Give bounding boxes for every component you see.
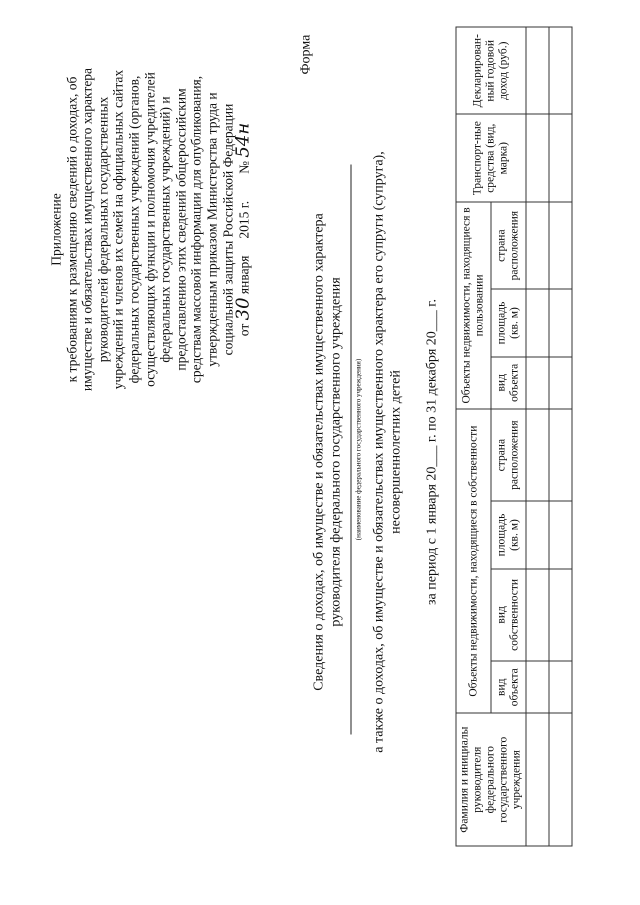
table-cell [526,501,549,568]
rotated-form [1,0,640,905]
header-owned-country: страна расположения [491,409,526,501]
date-prefix: от [236,323,252,337]
table-cell [526,713,549,846]
appendix-line: средствам массовой информации для опубликования, [188,75,204,384]
appendix-line: социальной защиты Российской Федерации [220,103,236,356]
date-month: января [236,255,252,295]
org-caption: (наименование федерального государственного учреждения) [354,358,363,541]
header-name: Фамилия и инициалы руководителя федерального государственного учреждения [456,713,526,846]
table-cell [526,409,549,501]
subtitle-line-2: несовершеннолетних детей [388,370,404,534]
header-income: Декларирован-ный годовой доход (руб.) [456,27,526,114]
header-owned-group: Объекты недвижимости, находящиеся в собственности [456,409,491,713]
document-title [311,0,345,905]
appendix-line: осуществляющих функции и полномочия учредителей [142,72,158,387]
title-line-2: руководителя федерального государственного учреждения [328,277,344,627]
header-used-type: вид объекта [491,357,526,409]
header-used-area: площадь (кв. м) [491,289,526,356]
org-underline [351,165,352,735]
table-cell [526,661,549,713]
table-row [549,27,572,846]
appendix-block [49,25,253,435]
appendix-line: к требованиям к размещению сведений о доходах, об [64,76,80,383]
table-cell [549,661,572,713]
header-used-group: Объекты недвижимости, находящиеся в пользовании [456,202,491,409]
header-owned-ownership: вид собственности [491,569,526,661]
appendix-line: имуществе и обязательствах имущественного характера [79,67,95,392]
appendix-line: Приложение [48,193,64,266]
header-owned-area: площадь (кв. м) [491,501,526,568]
table-cell [549,289,572,356]
date-year: 2015 г. [236,200,252,239]
form-label: Форма [298,34,314,75]
subtitle-line-1: а также о доходах, об имуществе и обязательствах имущественного характера его супруги (супруга), [371,151,387,753]
title-line-1: Сведения о доходах, об имуществе и обязательствах имущественного характера [311,213,327,691]
appendix-line: учреждений и членов их семей на официальных сайтах [110,69,126,390]
table-cell [549,357,572,409]
table-cell [526,569,549,661]
appendix-line: утвержденным приказом Министерства труда и [204,92,220,367]
appendix-line: предоставлению этих сведений общероссийским [173,88,189,371]
appendix-line: руководителей федеральных государственных [95,96,111,363]
table-cell [549,409,572,501]
handwritten-day: 30 [232,297,254,321]
table-cell [526,202,549,289]
appendix-line: федеральных государственных учреждений) и [157,96,173,363]
table-cell [526,289,549,356]
table-cell [549,202,572,289]
income-table [456,27,573,847]
header-used-country: страна расположения [491,202,526,289]
appendix-line: федеральных государственных учреждений (органов, [126,75,142,384]
table-cell [526,114,549,201]
number-prefix: № [236,160,252,174]
header-owned-type: вид объекта [491,661,526,713]
header-transport: Транспорт-ные средства (вид, марка) [456,114,526,201]
table-cell [526,27,549,114]
table-row [526,27,549,846]
table-cell [549,27,572,114]
reporting-period: за период с 1 января 20___ г. по 31 декабря 20___ г. [424,299,440,605]
table-cell [549,713,572,846]
table-cell [526,357,549,409]
table-cell [549,501,572,568]
table-cell [549,569,572,661]
document-subtitle [371,0,405,905]
order-date-line [232,25,254,435]
table-cell [549,114,572,201]
handwritten-number: 54н [232,122,254,158]
